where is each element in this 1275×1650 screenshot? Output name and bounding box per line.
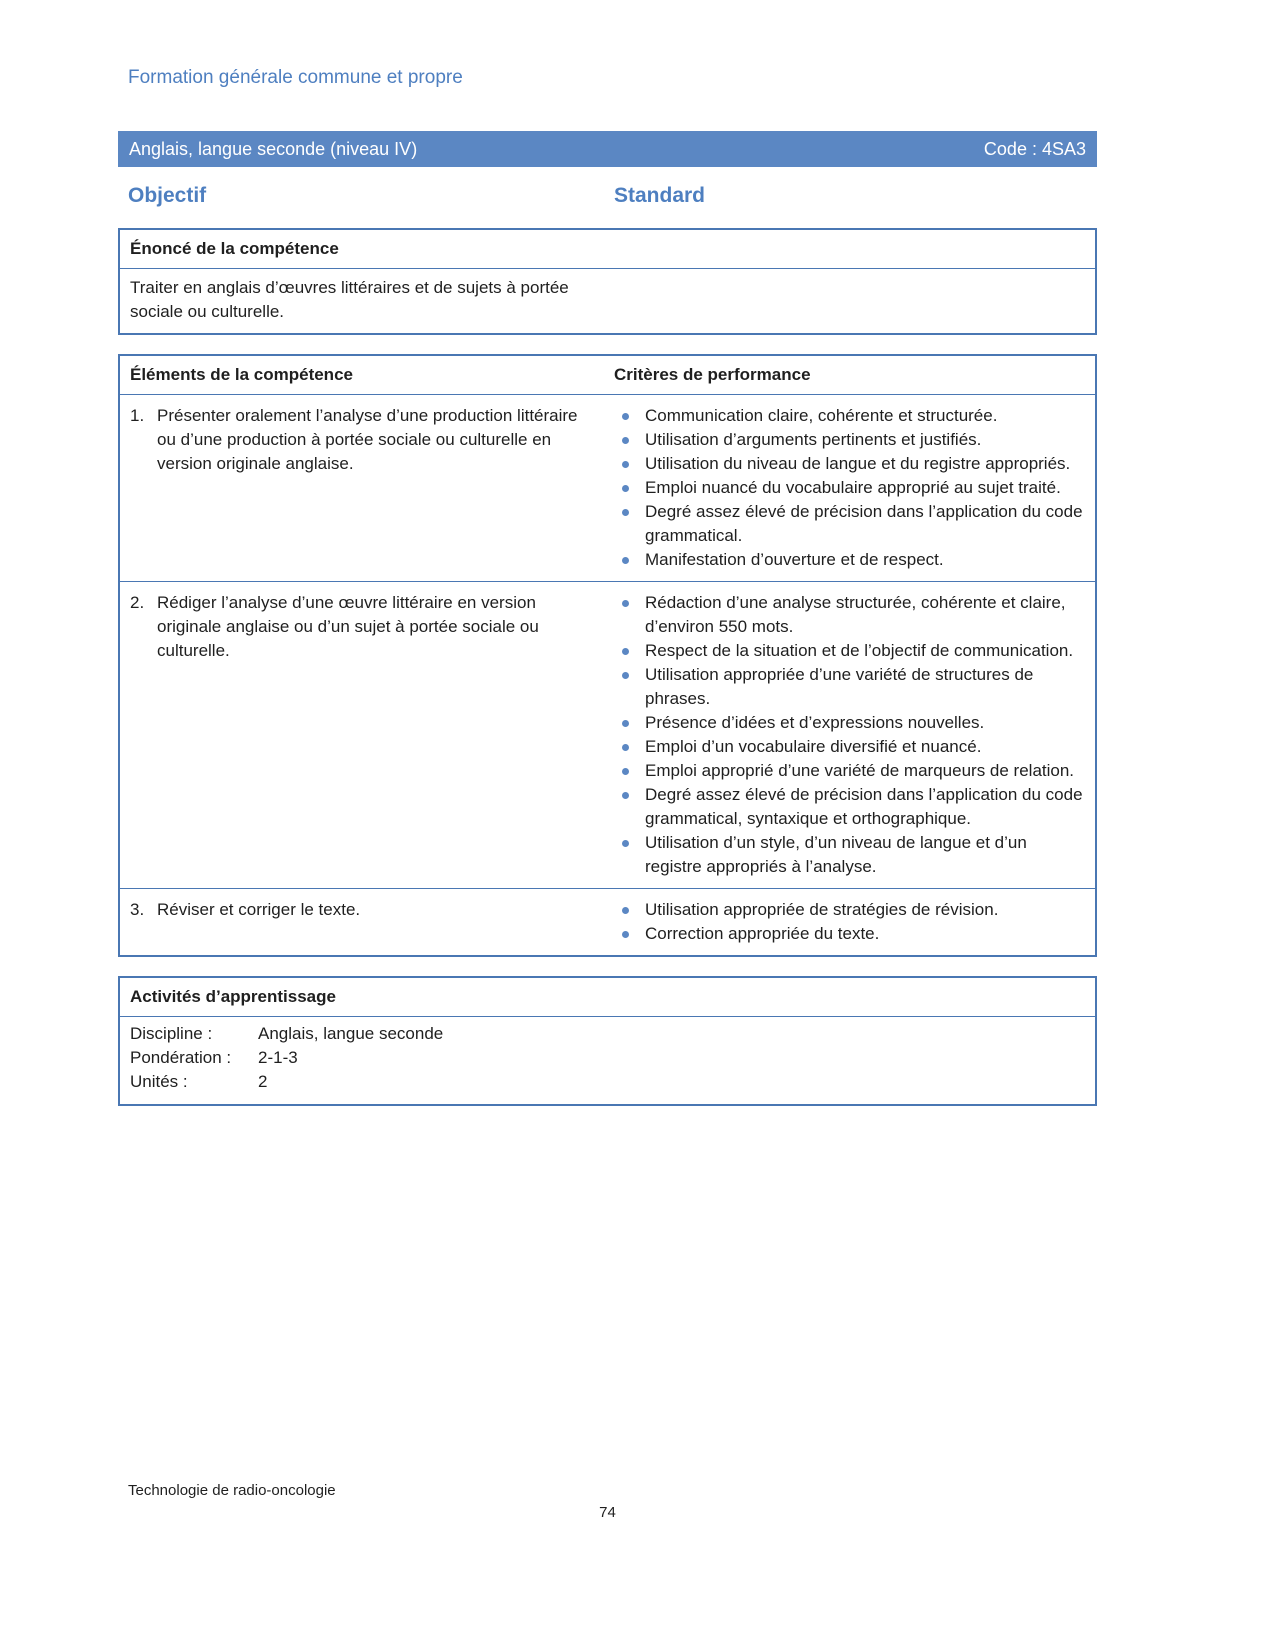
criteria-item: Manifestation d’ouverture et de respect. <box>614 548 1083 572</box>
criteria-cell <box>614 889 1095 955</box>
activite-label: Unités : <box>130 1072 188 1091</box>
standard-heading: Standard <box>614 184 706 207</box>
enonce-box <box>118 228 1097 335</box>
criteria-item: Rédaction d’une analyse structurée, cohérente et claire, d’environ 550 mots. <box>614 591 1083 639</box>
element-text: Rédiger l’analyse d’une œuvre littéraire en version originale anglaise ou d’un sujet à portée sociale ou culturelle. <box>157 593 539 660</box>
activite-value: Anglais, langue seconde <box>258 1024 444 1043</box>
title-bar <box>118 131 1097 167</box>
criteria-item: Emploi approprié d’une variété de marqueurs de relation. <box>614 759 1083 783</box>
competence-table <box>118 354 1097 957</box>
course-code: Code : 4SA3 <box>983 139 1086 159</box>
activite-label: Discipline : <box>130 1024 213 1043</box>
enonce-header: Énoncé de la compétence <box>120 230 1095 269</box>
criteria-item: Emploi d’un vocabulaire diversifié et nuancé. <box>614 735 1083 759</box>
element-number: 2. <box>130 593 145 612</box>
course-title: Anglais, langue seconde (niveau IV) <box>129 139 418 159</box>
element-number: 3. <box>130 900 145 919</box>
table-row <box>120 582 1095 889</box>
criteres-header: Critères de performance <box>614 365 811 384</box>
enonce-text: Traiter en anglais d’œuvres littéraires et de sujets à portée sociale ou culturelle. <box>130 278 569 321</box>
activites-body <box>120 1017 1095 1104</box>
element-text: Présenter oralement l’analyse d’une production littéraire ou d’une production à portée sociale ou culturelle en version originale anglaise. <box>157 406 578 473</box>
criteria-list <box>614 591 1083 879</box>
criteria-item: Emploi nuancé du vocabulaire approprié au sujet traité. <box>614 476 1083 500</box>
criteria-item: Utilisation appropriée de stratégies de révision. <box>614 898 1083 922</box>
activite-value: 2 <box>258 1072 268 1091</box>
element-cell <box>120 889 614 955</box>
element-cell <box>120 395 614 581</box>
criteria-item: Respect de la situation et de l’objectif de communication. <box>614 639 1083 663</box>
document-section-header: Formation générale commune et propre <box>128 67 463 88</box>
table-row <box>120 395 1095 582</box>
criteria-item: Utilisation d’un style, d’un niveau de langue et d’un registre appropriés à l’analyse. <box>614 831 1083 879</box>
footer-program-name: Technologie de radio-oncologie <box>128 1482 336 1499</box>
criteria-list <box>614 404 1083 572</box>
activite-row <box>130 1022 1085 1046</box>
column-headings <box>118 183 1097 209</box>
page-number: 74 <box>599 1504 616 1521</box>
element-cell <box>120 582 614 888</box>
criteria-item: Correction appropriée du texte. <box>614 922 1083 946</box>
table-row <box>120 889 1095 955</box>
criteria-item: Utilisation du niveau de langue et du registre appropriés. <box>614 452 1083 476</box>
page <box>118 0 1097 1650</box>
criteria-list <box>614 898 1083 946</box>
criteria-cell <box>614 395 1095 581</box>
activites-header: Activités d’apprentissage <box>120 978 1095 1017</box>
criteria-item: Degré assez élevé de précision dans l’application du code grammatical, syntaxique et orthographique. <box>614 783 1083 831</box>
element-text: Réviser et corriger le texte. <box>157 900 361 919</box>
elements-header: Éléments de la compétence <box>130 365 353 384</box>
element-number: 1. <box>130 406 145 425</box>
activite-value: 2-1-3 <box>258 1048 298 1067</box>
activite-label: Pondération : <box>130 1048 232 1067</box>
activite-row <box>130 1046 1085 1070</box>
criteria-item: Utilisation appropriée d’une variété de structures de phrases. <box>614 663 1083 711</box>
enonce-body <box>120 269 1095 333</box>
criteria-cell <box>614 582 1095 888</box>
criteria-item: Présence d’idées et d’expressions nouvelles. <box>614 711 1083 735</box>
activite-row <box>130 1070 1085 1094</box>
objectif-heading: Objectif <box>128 184 207 207</box>
criteria-item: Utilisation d’arguments pertinents et justifiés. <box>614 428 1083 452</box>
competence-table-header <box>120 356 1095 395</box>
criteria-item: Communication claire, cohérente et structurée. <box>614 404 1083 428</box>
criteria-item: Degré assez élevé de précision dans l’application du code grammatical. <box>614 500 1083 548</box>
activites-box <box>118 976 1097 1106</box>
